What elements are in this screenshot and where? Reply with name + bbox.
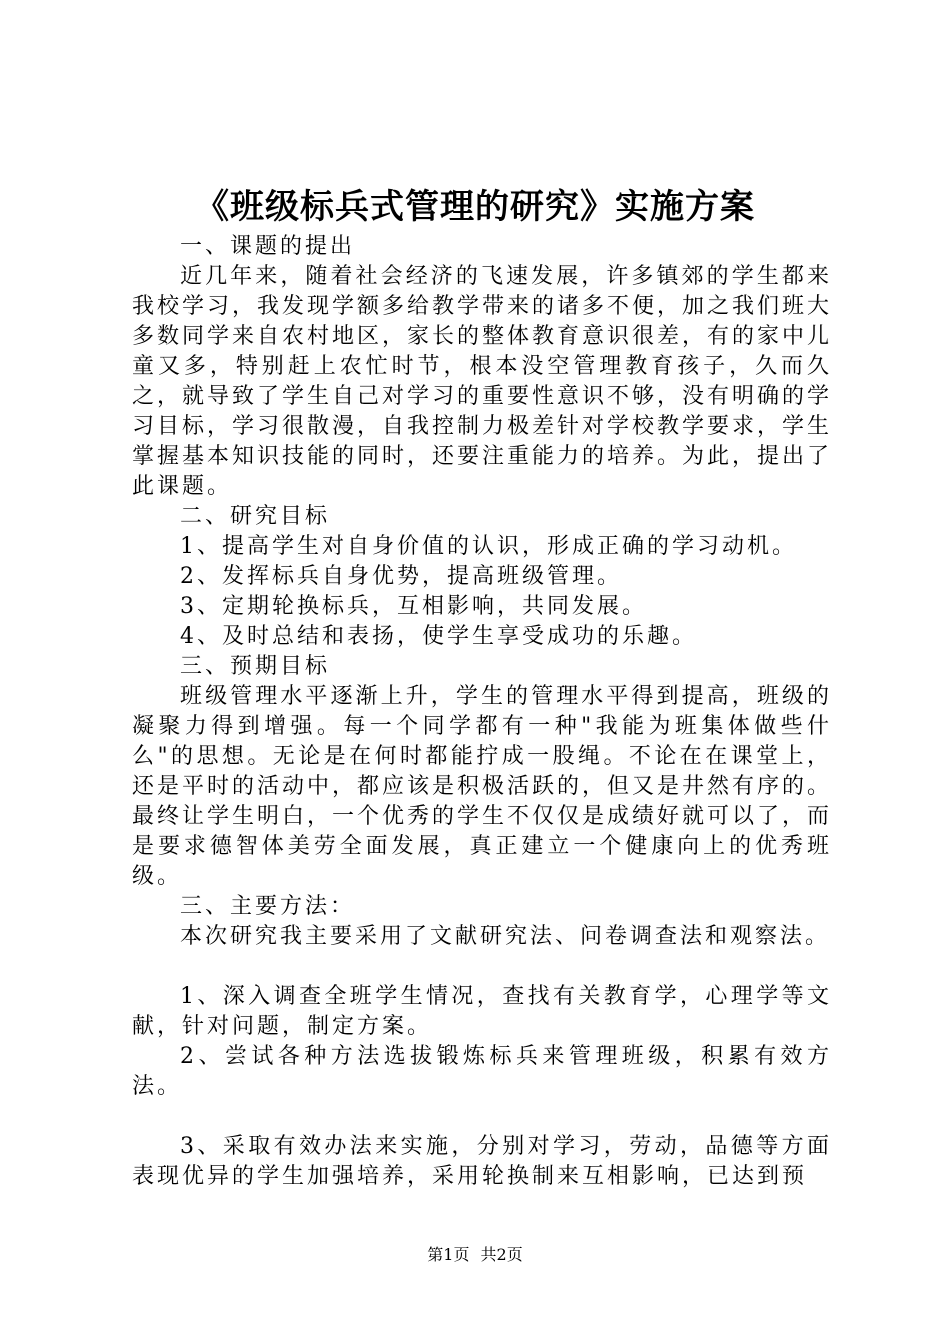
spacer	[132, 952, 832, 982]
paragraph-proposal: 近几年来，随着社会经济的飞速发展，许多镇郊的学生都来我校学习，我发现学额多给教学带来的诸多不便，加之我们班大多数同学来自农村地区，家长的整体教育意识很差，有的家中儿童又多，特别赶上农忙时节，根本没空管理教育孩子，久而久之，就导致了学生自己对学习的重要性意识不够，没有明确的学习目标，学习很散漫，自我控制力极差针对学校教学要求，学生掌握基本知识技能的同时，还要注重能力的培养。为此，提出了此课题。	[132, 264, 833, 499]
list-item-goal: 3、定期轮换标兵，互相影响，共同发展。	[180, 594, 647, 619]
list-item-method: 3、采取有效办法来实施，分别对学习，劳动，品德等方面表现优异的学生加强培养，采用轮换制来互相影响，已达到预	[132, 1134, 832, 1189]
paragraph-expected: 班级管理水平逐渐上升，学生的管理水平得到提高，班级的凝聚力得到增强。每一个同学都有一种"我能为班集体做些什么"的思想。无论是在何时都能拧成一股绳。不论在在课堂上，还是平时的活动中，都应该是积极活跃的，但又是井然有序的。最终让学生明白，一个优秀的学生不仅仅是成绩好就可以了，而是要求德智体美劳全面发展，真正建立一个健康向上的优秀班级。	[132, 684, 833, 889]
spacer	[132, 1102, 832, 1132]
paragraph-methods-intro: 本次研究我主要采用了文献研究法、问卷调查法和观察法。	[180, 924, 831, 949]
section-heading-goals: 二、研究目标	[180, 504, 331, 529]
list-item-method: 1、深入调查全班学生情况，查找有关教育学，心理学等文献，针对问题，制定方案。	[132, 984, 832, 1039]
page-footer	[0, 1243, 950, 1267]
page-number: 第1页	[427, 1245, 470, 1264]
page-total: 共2页	[480, 1245, 523, 1264]
section-heading-methods: 三、主要方法：	[180, 894, 356, 919]
list-item-goal: 1、提高学生对自身价值的认识，形成正确的学习动机。	[180, 534, 797, 559]
list-item-goal: 4、及时总结和表扬，使学生享受成功的乐趣。	[180, 624, 697, 649]
section-heading-proposal: 一、课题的提出	[180, 234, 356, 259]
document-body	[132, 232, 832, 1192]
section-heading-expected: 三、预期目标	[180, 654, 331, 679]
list-item-method: 2、尝试各种方法选拔锻炼标兵来管理班级，积累有效方法。	[132, 1044, 832, 1099]
document-title: 《班级标兵式管理的研究》实施方案	[195, 187, 755, 227]
list-item-goal: 2、发挥标兵自身优势，提高班级管理。	[180, 564, 622, 589]
